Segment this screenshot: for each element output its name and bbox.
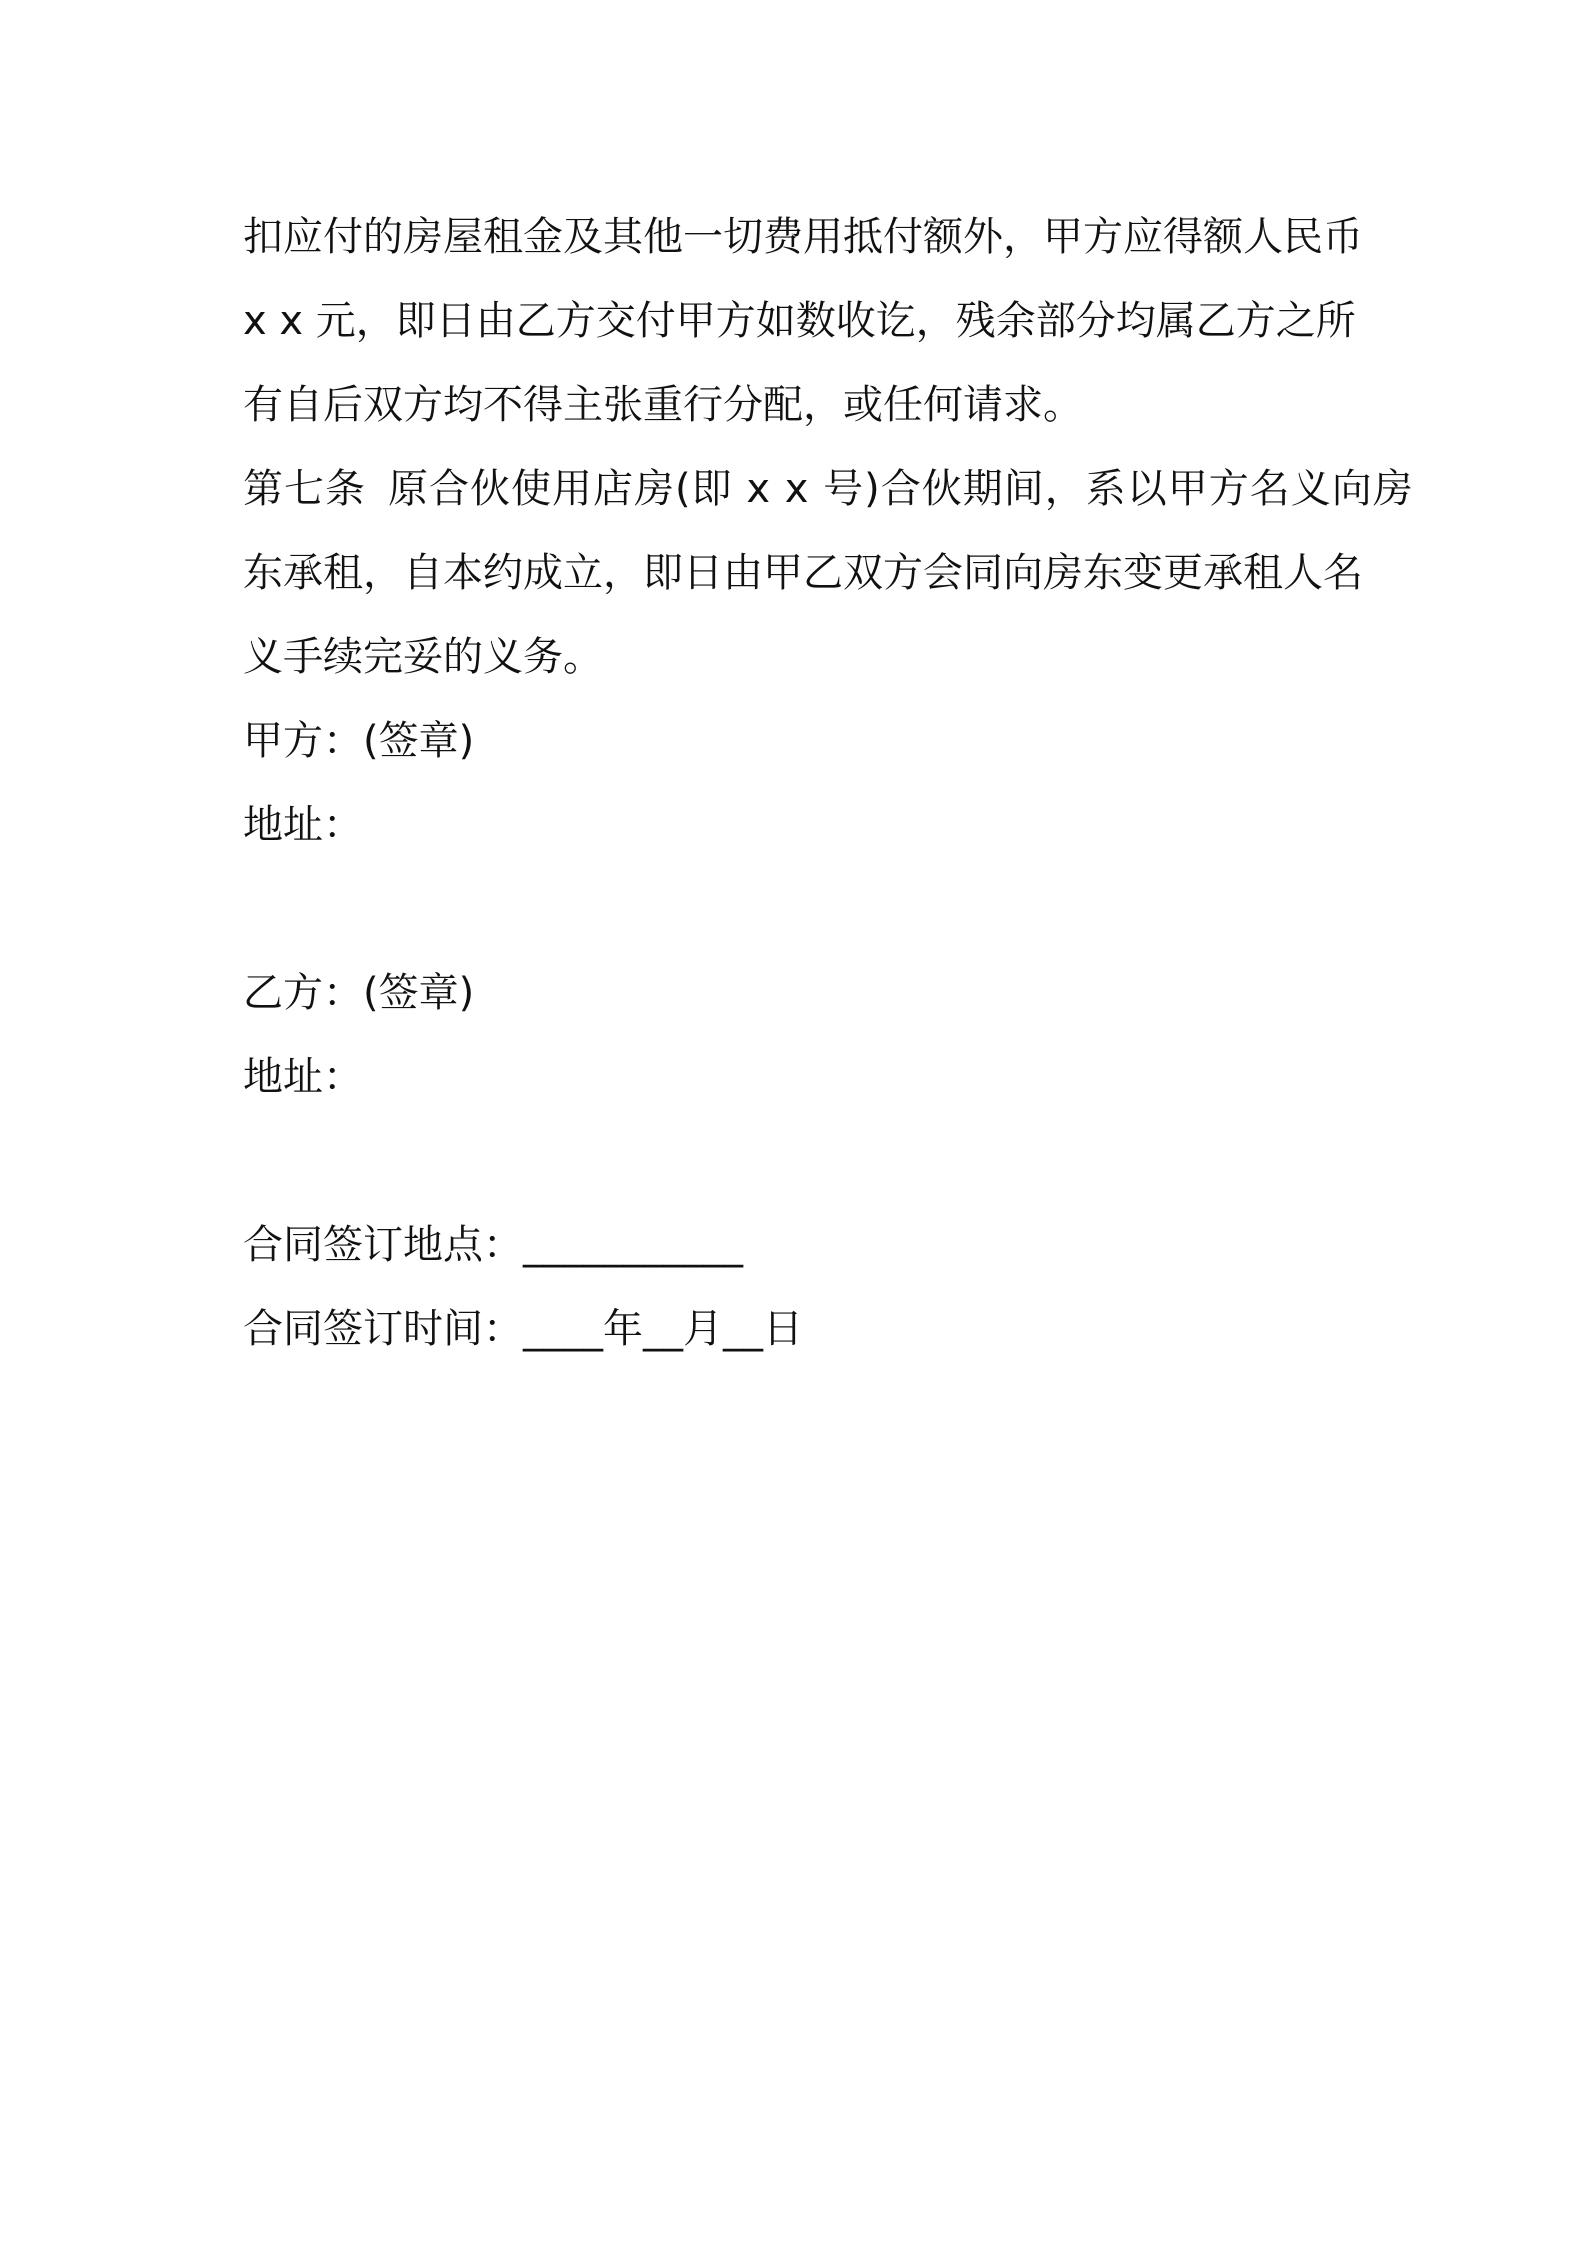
paragraph-line: 有自后双方均不得主张重行分配，或任何请求。: [243, 382, 1083, 428]
paragraph-line: 义手续完妥的义务。: [243, 634, 603, 680]
party-a-address: 地址：: [243, 802, 363, 848]
signing-place: 合同签订地点：___________: [243, 1222, 743, 1268]
signing-time: 合同签订时间：____年__月__日: [243, 1306, 803, 1352]
article-7-first-line: [243, 447, 1414, 531]
spacer: [243, 867, 1358, 951]
paragraph-line: 扣应付的房屋租金及其他一切费用抵付额外，甲方应得额人民币: [243, 214, 1363, 260]
article-7-heading: 第七条: [243, 466, 366, 512]
paragraph-line: 东承租，自本约成立，即日由甲乙双方会同向房东变更承租人名: [243, 550, 1363, 596]
spacer: [243, 1119, 1358, 1203]
party-a-label: 甲方：(签章): [243, 718, 475, 764]
party-b-label: 乙方：(签章): [243, 970, 475, 1016]
party-b-address: 地址：: [243, 1054, 363, 1100]
paragraph-line: x x 元，即日由乙方交付甲方如数收讫，残余部分均属乙方之所: [243, 298, 1356, 344]
article-7-text: 原合伙使用店房(即 x x 号)合伙期间，系以甲方名义向房: [388, 466, 1414, 512]
document-body: [243, 195, 1414, 1371]
